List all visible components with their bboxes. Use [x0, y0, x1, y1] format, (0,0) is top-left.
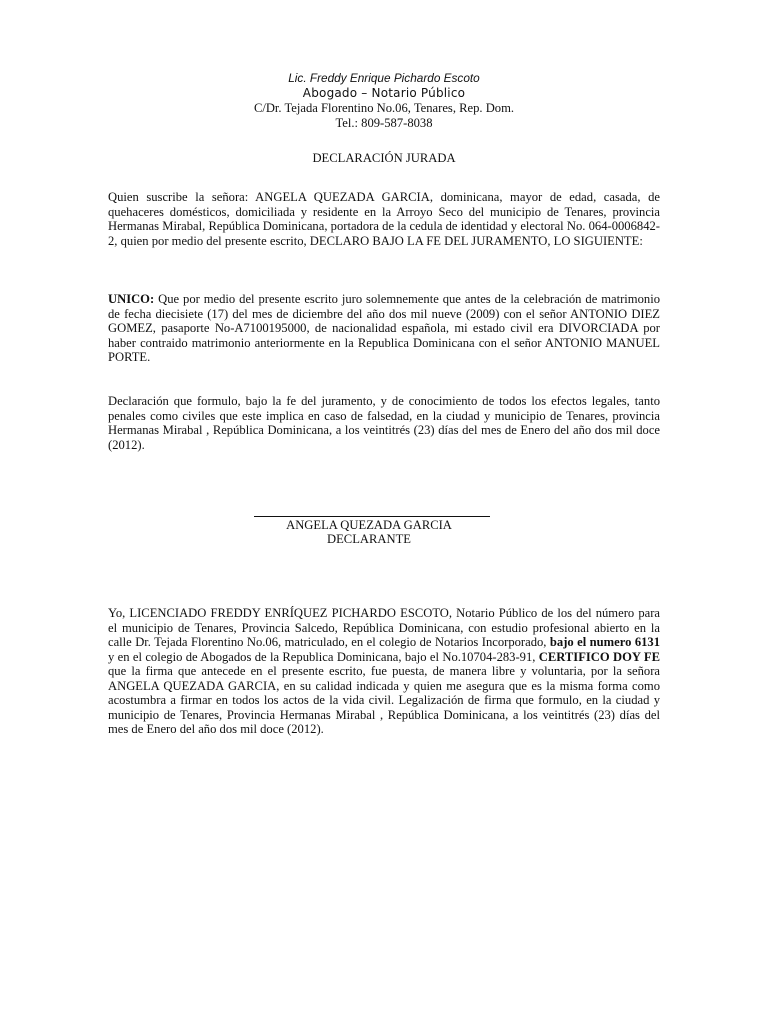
- notary-text-part2: y en el colegio de Abogados de la Republica Dominicana, bajo el No.10704-283-91,: [108, 649, 539, 664]
- declarant-paragraph-text: Quien suscribe la señora: ANGELA QUEZADA GARCIA, dominicana, mayor de edad, casada, de quehaceres domésticos, domiciliada y residente en la Arroyo Seco del municipio de Tenares, provincia Hermanas Mirabal, República Dominicana, portadora de la cedula de identidad y electoral No. 064-0006842-2, quien por medio del presente escrito, DECLARO BAJO LA FE DEL JURAMENTO, LO SIGUIENTE:: [108, 190, 660, 248]
- letterhead-phone: Tel.: 809-587-8038: [335, 116, 433, 130]
- unico-label: UNICO:: [108, 292, 155, 306]
- signature-line: [254, 516, 490, 517]
- declaration-paragraph: [108, 394, 660, 452]
- signature-role: DECLARANTE: [327, 532, 411, 546]
- document-title: DECLARACIÓN JURADA: [312, 151, 456, 165]
- unico-paragraph: [108, 292, 660, 365]
- unico-paragraph-text: Que por medio del presente escrito juro solemnemente que antes de la celebración de matrimonio de fecha diecisiete (17) del mes de diciembre del año dos mil nueve (2009) con el señor ANTONIO DIEZ GOMEZ, pasaporte No-A7100195000, de nacionalidad española, mi estado civil era DIVORCIADA por haber contraido matrimonio anteriormente en la Republica Dominicana con el señor ANTONIO MANUEL PORTE.: [108, 292, 660, 364]
- letterhead-name: Lic. Freddy Enrique Pichardo Escoto: [288, 71, 480, 85]
- signature-name: ANGELA QUEZADA GARCIA: [286, 518, 452, 532]
- declarant-paragraph: [108, 190, 660, 248]
- letterhead-title: Abogado – Notario Público: [302, 86, 466, 100]
- notary-registration-number: bajo el numero 6131: [549, 635, 661, 649]
- letterhead-address: C/Dr. Tejada Florentino No.06, Tenares, Rep. Dom.: [253, 101, 515, 115]
- notary-text-part1: Yo, LICENCIADO FREDDY ENRÍQUEZ PICHARDO ESCOTO, Notario Público de los del número para el municipio de Tenares, Provincia Salcedo, República Dominicana, con estudio profesional abierto en la calle Dr. Tejada Florentino No.06, matriculado, en el colegio de Notarios Incorporado,: [108, 606, 660, 649]
- notary-text-part3: que la firma que antecede en el presente escrito, fue puesta, de manera libre y voluntaria, por la señora ANGELA QUEZADA GARCIA, en su calidad indicada y quien me asegura que es la misma forma como acostumbra a firmar en todos los actos de la vida civil. Legalización de firma que formulo, en la ciudad y municipio de Tenares, Provincia Hermanas Mirabal , República Dominicana, a los veintitrés (23) días del mes de Enero del año dos mil doce (2012).: [108, 664, 660, 736]
- notary-paragraph: [108, 606, 660, 737]
- declaration-paragraph-text: Declaración que formulo, bajo la fe del juramento, y de conocimiento de todos los efectos legales, tanto penales como civiles que este implica en caso de falsedad, en la ciudad y municipio de Tenares, provincia Hermanas Mirabal , República Dominicana, a los veintitrés (23) días del mes de Enero del año dos mil doce (2012).: [108, 394, 660, 452]
- letterhead: [0, 71, 768, 131]
- notary-certification: CERTIFICO DOY FE: [538, 649, 660, 664]
